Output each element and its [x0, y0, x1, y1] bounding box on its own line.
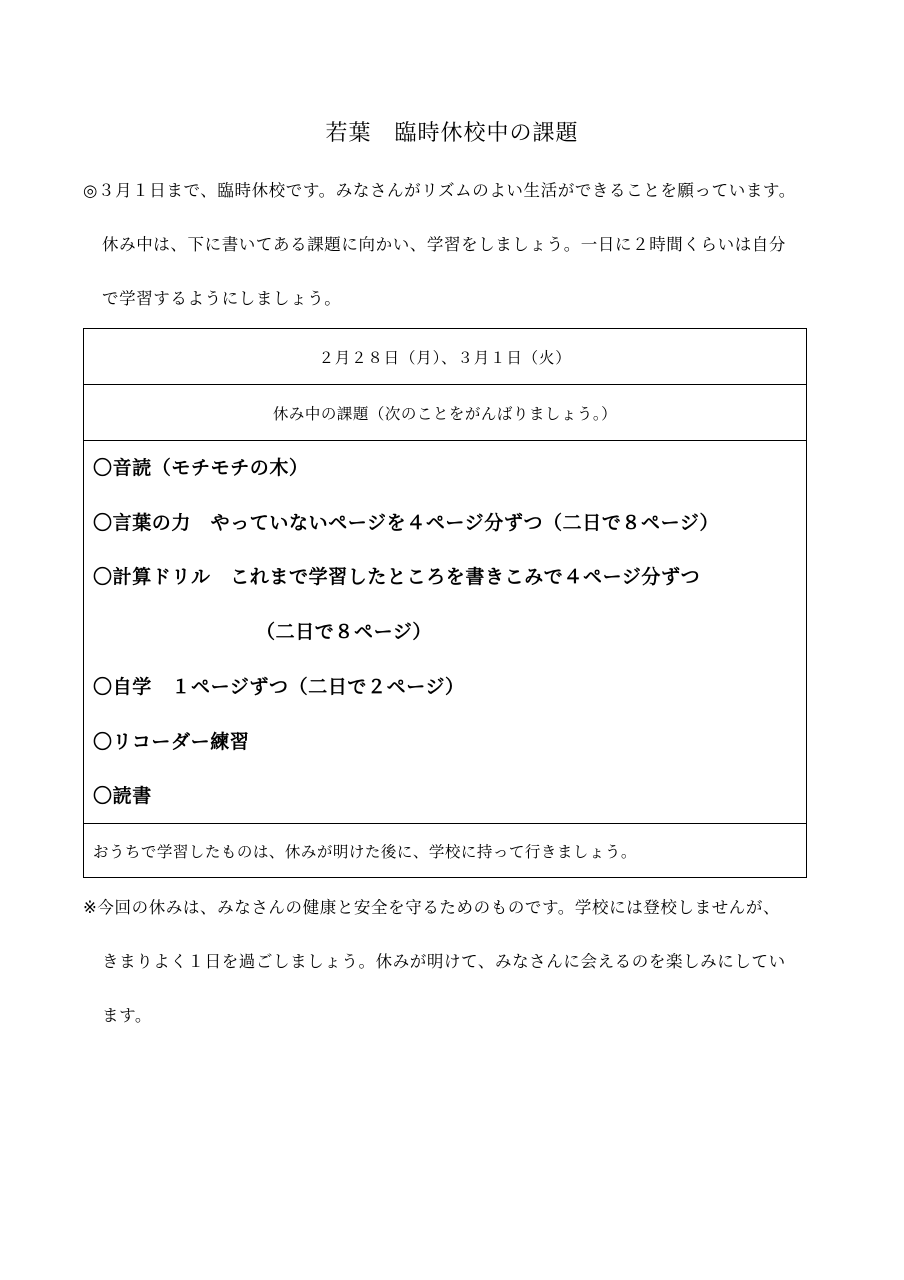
task-item: 〇読書 [93, 785, 152, 807]
page-title: 若葉 臨時休校中の課題 [325, 121, 579, 146]
heading-row [84, 385, 806, 441]
note-row [84, 824, 806, 877]
task-item: 〇計算ドリル これまで学習したところを書きこみで４ページ分ずつ [93, 566, 701, 588]
footnote-line: ※今回の休みは、みなさんの健康と安全を守るためのものです。学校には登校しませんが、 [83, 898, 781, 917]
date-row [84, 329, 806, 385]
intro-line: 休み中は、下に書いてある課題に向かい、学習をしましょう。一日に２時間くらいは自分 [102, 235, 786, 254]
intro-line: で学習するようにしましょう。 [102, 289, 342, 308]
task-item: 〇言葉の力 やっていないページを４ページ分ずつ（二日で８ページ） [93, 512, 720, 534]
footnote-line: ます。 [102, 1006, 152, 1025]
task-item: 〇音読（モチモチの木） [93, 457, 309, 479]
task-item-continuation: （二日で８ページ） [256, 621, 433, 643]
task-table [83, 328, 807, 878]
tasks-heading: 休み中の課題（次のことをがんばりましょう。） [272, 404, 618, 423]
intro-line: ◎３月１日まで、臨時休校です。みなさんがリズムのよい生活ができることを願っています。 [83, 181, 796, 200]
task-item: 〇リコーダー練習 [93, 731, 250, 753]
task-item: 〇自学 １ページずつ（二日で２ページ） [93, 676, 465, 698]
date-range: ２月２８日（月）、３月１日（火） [318, 348, 572, 367]
bring-to-school-note: おうちで学習したものは、休みが明けた後に、学校に持って行きましょう。 [93, 842, 637, 861]
footnote-line: きまりよく１日を過ごしましょう。休みが明けて、みなさんに会えるのを楽しみにしてい [102, 952, 786, 971]
tasks-row [84, 441, 806, 824]
